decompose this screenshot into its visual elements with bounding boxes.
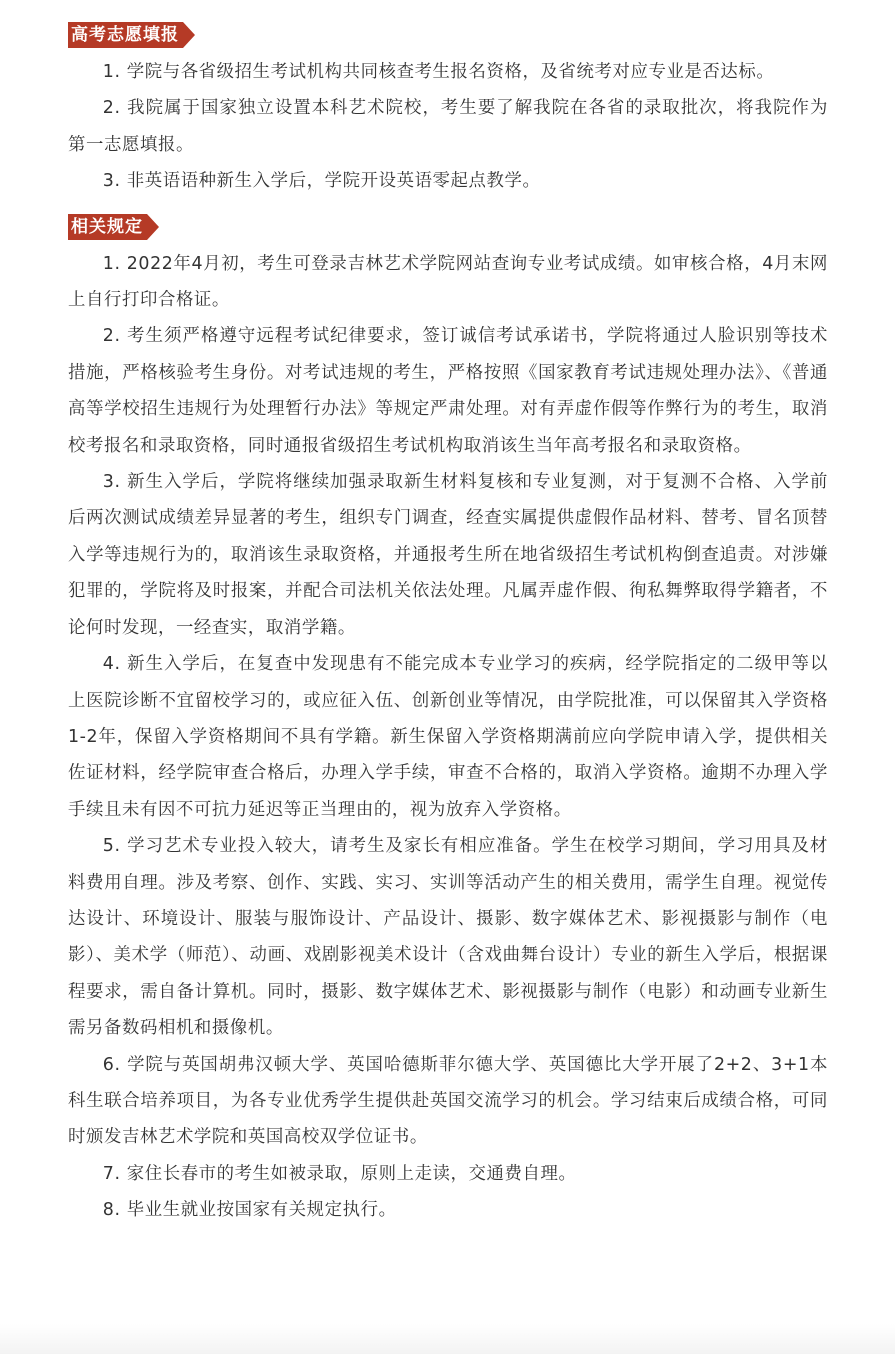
- section-admission-application: [68, 22, 828, 200]
- paragraph: 1. 2022年4月初，考生可登录吉林艺术学院网站查询专业考试成绩。如审核合格，4月末网上自行打印合格证。: [68, 253, 828, 311]
- paragraph: 2. 考生须严格遵守远程考试纪律要求，签订诚信考试承诺书，学院将通过人脸识别等技术措施，严格核验考生身份。对考试违规的考生，严格按照《国家教育考试违规处理办法》、《普通高等学校招生违规行为处理暂行办法》等规定严肃处理。对有弄虚作假等作弊行为的考生，取消校考报名和录取资格，同时通报省级招生考试机构取消该生当年高考报名和录取资格。: [68, 326, 828, 456]
- paragraph: 8. 毕业生就业按国家有关规定执行。: [102, 1200, 397, 1221]
- section-related-rules: [68, 214, 828, 1229]
- arrow-icon: [147, 214, 159, 240]
- section-title-tag: [68, 214, 159, 240]
- section-title: 高考志愿填报: [68, 22, 183, 48]
- paragraph: 3. 非英语语种新生入学后，学院开设英语零起点教学。: [102, 171, 541, 192]
- paragraph: 2. 我院属于国家独立设置本科艺术院校，考生要了解我院在各省的录取批次，将我院作为第一志愿填报。: [68, 98, 828, 155]
- arrow-icon: [183, 22, 195, 48]
- document-body: [68, 22, 828, 1229]
- paragraph: 4. 新生入学后，在复查中发现患有不能完成本专业学习的疾病，经学院指定的二级甲等以上医院诊断不宜留校学习的，或应征入伍、创新创业等情况，由学院批准，可以保留其入学资格1-2年，保留入学资格期间不具有学籍。新生保留入学资格期满前应向学院申请入学，提供相关佐证材料，经学院审查合格后，办理入学手续，审查不合格的，取消入学资格。逾期不办理入学手续且未有因不可抗力延迟等正当理由的，视为放弃入学资格。: [68, 654, 828, 820]
- paragraph: 1. 学院与各省级招生考试机构共同核查考生报名资格，及省统考对应专业是否达标。: [102, 62, 775, 82]
- section-title-tag: [68, 22, 195, 48]
- paragraph: 3. 新生入学后，学院将继续加强录取新生材料复核和专业复测，对于复测不合格、入学前后两次测试成绩差异显著的考生，组织专门调查，经查实属提供虚假作品材料、替考、冒名顶替入学等违规行为的，取消该生录取资格，并通报考生所在地省级招生考试机构倒查追责。对涉嫌犯罪的，学院将及时报案，并配合司法机关依法处理。凡属弄虚作假、徇私舞弊取得学籍者，不论何时发现，一经查实，取消学籍。: [68, 472, 828, 638]
- paragraph: 7. 家住长春市的考生如被录取，原则上走读，交通费自理。: [102, 1163, 577, 1184]
- paragraph: 6. 学院与英国胡弗汉顿大学、英国哈德斯菲尔德大学、英国德比大学开展了2+2、3+1本科生联合培养项目，为各专业优秀学生提供赴英国交流学习的机会。学习结束后成绩合格，可同时颁发吉林艺术学院和英国高校双学位证书。: [68, 1054, 828, 1148]
- paragraph: 5. 学习艺术专业投入较大，请考生及家长有相应准备。学生在校学习期间，学习用具及材料费用自理。涉及考察、创作、实践、实习、实训等活动产生的相关费用，需学生自理。视觉传达设计、环境设计、服装与服饰设计、产品设计、摄影、数字媒体艺术、影视摄影与制作（电影）、美术学（师范）、动画、戏剧影视美术设计（含戏曲舞台设计）专业的新生入学后，根据课程要求，需自备计算机。同时，摄影、数字媒体艺术、影视摄影与制作（电影）和动画专业新生需另备数码相机和摄像机。: [68, 836, 828, 1039]
- bottom-fade: [0, 1324, 895, 1354]
- section-title: 相关规定: [68, 214, 147, 240]
